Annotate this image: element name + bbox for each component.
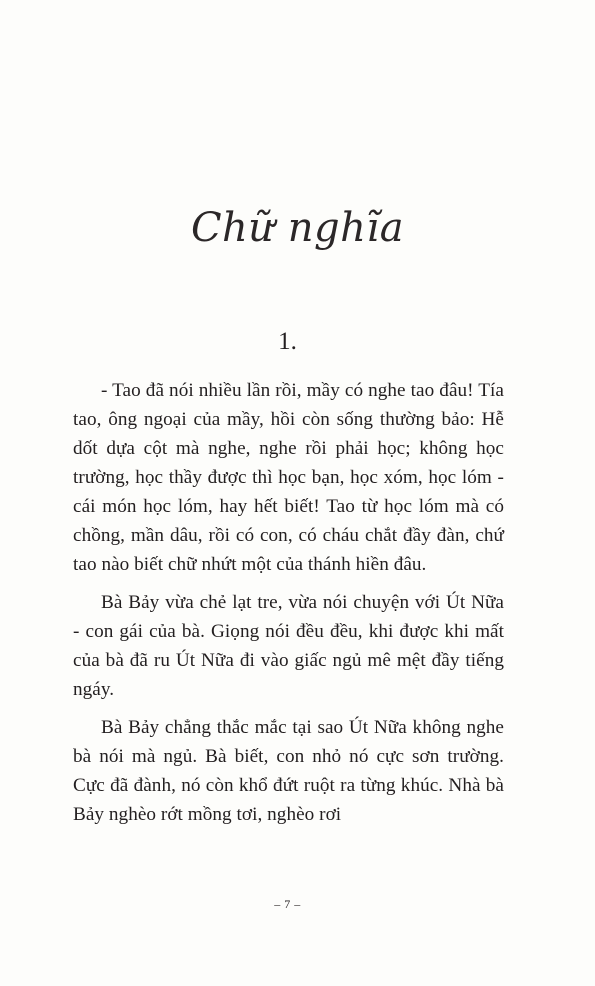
chapter-title: Chữ nghĩa (190, 205, 405, 251)
chapter-body (73, 376, 504, 838)
paragraph-1: - Tao đã nói nhiều lần rồi, mầy có nghe tao đâu! Tía tao, ông ngoại của mầy, hồi còn sống thường bảo: Hễ dốt dựa cột mà nghe, nghe rồi phải học; không học trường, học thầy được thì học bạn, học xóm, học lóm - cái món học lóm, hay hết biết! Tao từ học lóm mà có chồng, mần dâu, rồi có con, có cháu chắt đầy đàn, chứ tao nào biết chữ nhứt một của thánh hiền đâu. (73, 380, 504, 575)
paragraph-3: Bà Bảy chẳng thắc mắc tại sao Út Nữa không nghe bà nói mà ngủ. Bà biết, con nhỏ nó cực sơn trường. Cực đã đành, nó còn khổ đứt ruột ra từng khúc. Nhà bà Bảy nghèo rớt mồng tơi, nghèo rơi (73, 717, 504, 825)
section-number: 1. (278, 328, 297, 355)
page-number: – 7 – (274, 897, 301, 911)
paragraph-2: Bà Bảy vừa chẻ lạt tre, vừa nói chuyện với Út Nữa - con gái của bà. Giọng nói đều đều, khi được khi mất của bà đã ru Út Nữa đi vào giấc ngủ mê mệt đầy tiếng ngáy. (73, 592, 504, 700)
